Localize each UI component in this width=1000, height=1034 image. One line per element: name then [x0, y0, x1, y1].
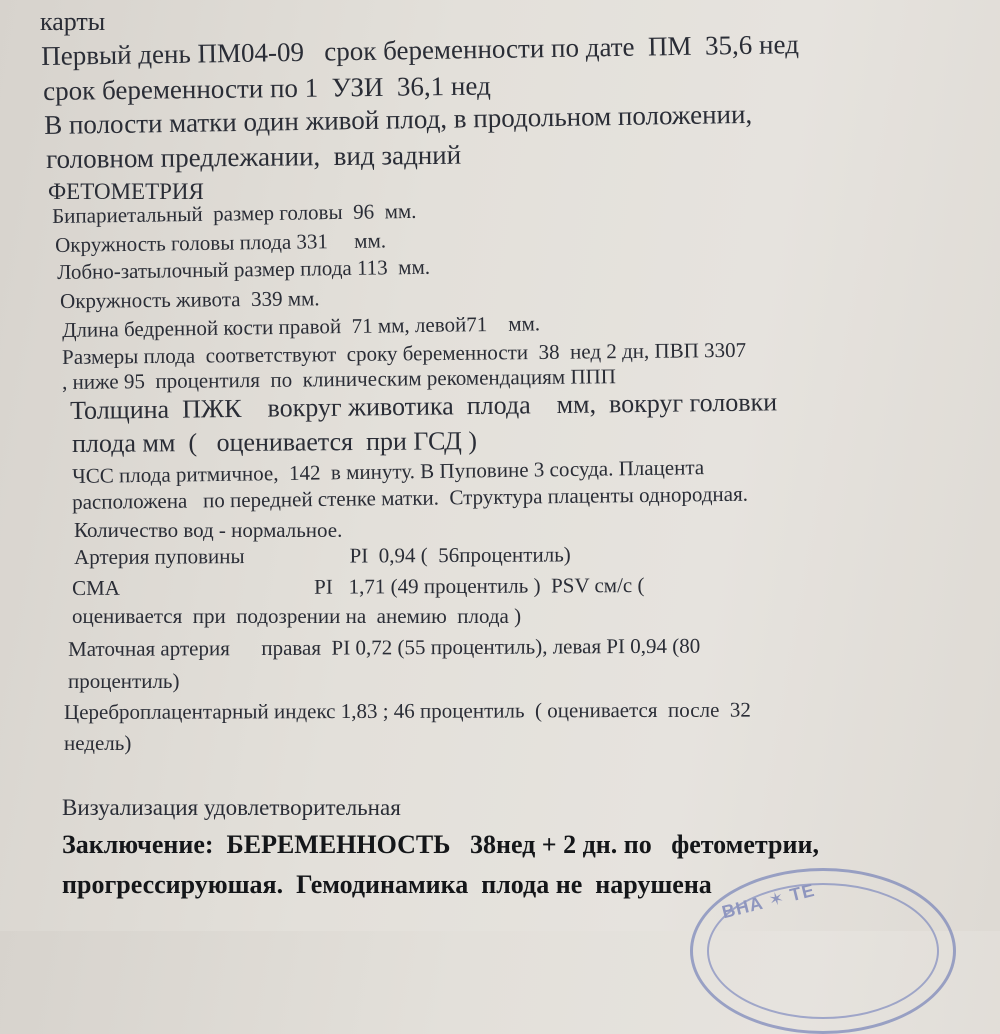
doc-line: недель): [64, 731, 132, 755]
doc-line: Цереброплацентарный индекс 1,83 ; 46 процентиль ( оценивается после 32: [63, 697, 751, 724]
stamp-text: ВНА ✶ ТЕ: [719, 879, 817, 923]
conclusion-line: Заключение: БЕРЕМЕННОСТЬ 38нед + 2 дн. по фетометрии,: [62, 830, 819, 859]
doc-line: карты: [40, 7, 106, 36]
conclusion-line: прогрессируюшая. Гемодинамика плода не нарушена: [62, 870, 712, 899]
doc-line: Бипариетальный размер головы 96 мм.: [51, 198, 417, 228]
doc-line: Толщина ПЖК вокруг животика плода мм, вокруг головки: [69, 387, 778, 425]
doc-line: Визуализация удовлетворительная: [62, 795, 401, 820]
doc-line: СМА PI 1,71 (49 процентиль ) PSV см/с (: [71, 573, 645, 600]
section-heading: ФЕТОМЕТРИЯ: [48, 179, 204, 204]
doc-line: ЧСС плода ритмичное, 142 в минуту. В Пуповине 3 сосуда. Плацента: [71, 455, 705, 488]
doc-line: срок беременности по 1 УЗИ 36,1 нед: [42, 70, 491, 106]
doc-line: головном предлежании, вид задний: [45, 139, 462, 174]
doc-line: оценивается при подозрении на анемию плода ): [72, 604, 522, 628]
stamp-seal: [690, 868, 956, 1034]
doc-line: Окружность головы плода 331 мм.: [54, 228, 387, 257]
doc-line: В полости матки один живой плод, в продольном положении,: [43, 98, 753, 140]
doc-line: Окружность живота 339 мм.: [59, 286, 320, 313]
doc-line: Первый день ПМ04-09 срок беременности по дате ПМ 35,6 нед: [40, 29, 800, 71]
doc-line: расположена по передней стенке матки. Структура плаценты однородная.: [71, 481, 749, 514]
doc-line: Маточная артерия правая PI 0,72 (55 процентиль), левая PI 0,94 (80: [67, 633, 701, 661]
doc-line: Длина бедренной кости правой 71 мм, левой71 мм.: [61, 311, 541, 342]
doc-line: процентиль): [68, 669, 180, 693]
doc-line: Количество вод - нормальное.: [74, 518, 343, 542]
doc-line: плода мм ( оценивается при ГСД ): [71, 426, 478, 458]
doc-line: Артерия пуповины PI 0,94 ( 56процентиль): [73, 542, 571, 569]
doc-line: Размеры плода соответствуют сроку беременности 38 нед 2 дн, ПВП 3307: [61, 337, 747, 369]
doc-line: , ниже 95 процентиля по клиническим рекомендациям ППП: [61, 364, 616, 394]
doc-line: Лобно-затылочный размер плода 113 мм.: [56, 254, 431, 284]
